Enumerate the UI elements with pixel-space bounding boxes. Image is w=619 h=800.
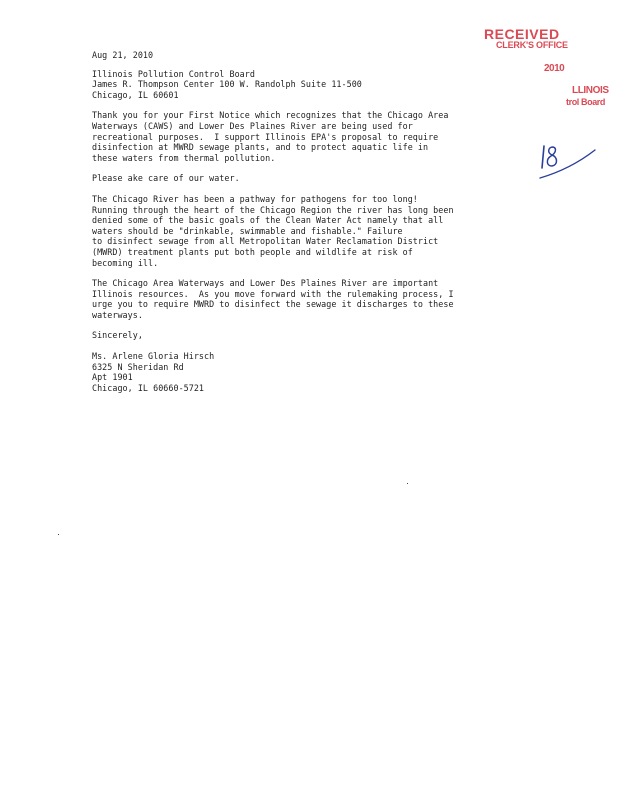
paragraph-line: denied some of the basic goals of the Clean Water Act namely that all (92, 215, 444, 226)
recipient-line: Chicago, IL 60601 (92, 89, 179, 100)
letter-body (92, 50, 492, 393)
paragraph-line: The Chicago River has been a pathway for pathogens for too long! (92, 193, 418, 204)
stamp-clerks-office-text: CLERK'S OFFICE (496, 40, 568, 50)
paragraph-line: waterways. (92, 309, 143, 320)
stamp-control-board-text: trol Board (566, 97, 606, 107)
paragraph-line: Running through the heart of the Chicago Region the river has long been (92, 204, 454, 215)
stamp-illinois-text: LLINOIS (572, 85, 609, 96)
paragraph-line: recreational purposes. I support Illinois EPA's proposal to require (92, 131, 439, 142)
sender-street: 6325 N Sheridan Rd (92, 361, 184, 372)
paragraph-line: disinfection at MWRD sewage plants, and to protect aquatic life in (92, 142, 429, 153)
sender-apt: Apt 1901 (92, 372, 133, 383)
recipient-address (92, 69, 492, 101)
paragraph-line: urge you to require MWRD to disinfect the sewage it discharges to these (92, 299, 454, 310)
recipient-line: James R. Thompson Center 100 W. Randolph Suite 11-500 (92, 79, 362, 90)
paragraph-important-resources (92, 278, 492, 320)
stamp-received-text: RECEIVED (484, 26, 560, 42)
paragraph-first-notice (92, 110, 492, 163)
sender-name: Ms. Arlene Gloria Hirsch (92, 351, 215, 362)
closing-salutation: Sincerely, (92, 330, 143, 341)
paragraph-line: these waters from thermal pollution. (92, 152, 276, 163)
stamp-year-text: 2010 (544, 63, 565, 74)
sender-address (92, 351, 492, 393)
letter-date: Aug 21, 2010 (92, 50, 154, 60)
paragraph-chicago-river (92, 194, 492, 268)
paragraph-line: to disinfect sewage from all Metropolitan Water Reclamation District (92, 236, 439, 247)
paragraph-line: (MWRD) treatment plants put both people and wildlife at risk of (92, 246, 413, 257)
scan-speck (58, 534, 59, 535)
paragraph-take-care: Please ake care of our water. (92, 173, 240, 184)
paragraph-line: Waterways (CAWS) and Lower Des Plaines River are being used for (92, 120, 413, 131)
handwritten-number-18 (537, 140, 601, 186)
paragraph-line: Thank you for your First Notice which recognizes that the Chicago Area (92, 110, 449, 121)
paragraph-line: waters should be "drinkable, swimmable and fishable." Failure (92, 225, 403, 236)
scan-speck (407, 483, 408, 484)
paragraph-line: becoming ill. (92, 257, 159, 268)
paragraph-line: Illinois resources. As you move forward with the rulemaking process, I (92, 288, 454, 299)
sender-city: Chicago, IL 60660-5721 (92, 382, 205, 393)
paragraph-line: The Chicago Area Waterways and Lower Des Plaines River are important (92, 278, 439, 289)
recipient-line: Illinois Pollution Control Board (92, 68, 255, 79)
